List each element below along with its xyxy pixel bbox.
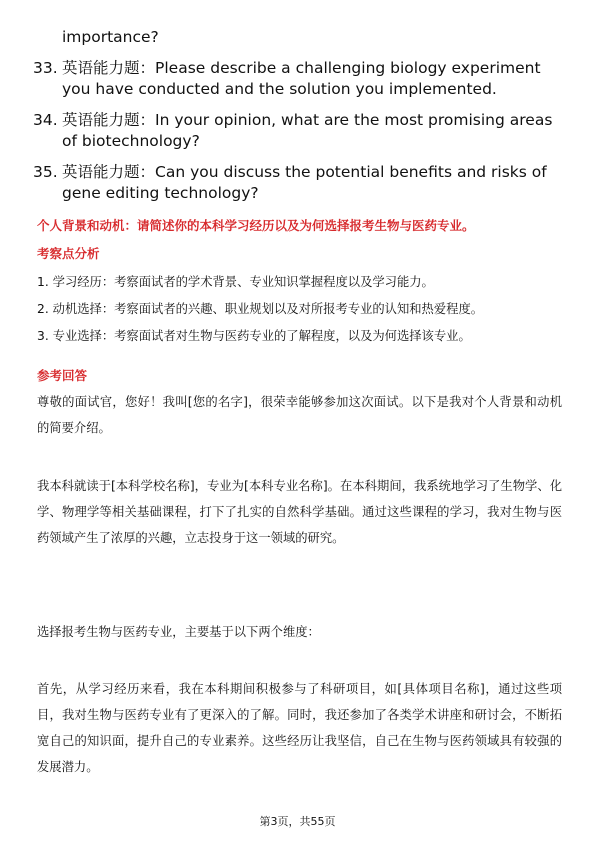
page-footer: 第3页，共55页 [259, 815, 336, 828]
analysis-item: 2. 动机选择：考察面试者的兴趣、职业规划以及对所报考专业的认知和热爱程度。 [37, 302, 484, 316]
question-text: 英语能力题：Can you discuss the potential benefits and risks of gene editing technology? [62, 163, 547, 202]
answer-paragraph: 尊敬的面试官，您好！我叫[您的名字]，很荣幸能够参加这次面试。以下是我对个人背景和动机的简要介绍。 [37, 395, 562, 435]
question-number: 34. [33, 111, 58, 129]
question-list [33, 27, 563, 204]
question-number: 35. [33, 163, 58, 181]
question-text: 英语能力题：In your opinion, what are the most promising areas of biotechnology? [62, 111, 553, 150]
analysis-item: 3. 专业选择：考察面试者对生物与医药专业的了解程度，以及为何选择该专业。 [37, 329, 471, 343]
question-item [33, 110, 563, 152]
answer-paragraph: 我本科就读于[本科学校名称]，专业为[本科专业名称]。在本科期间，我系统地学习了生物学、化学、物理学等相关基础课程，打下了扎实的自然科学基础。通过这些课程的学习，我对生物与医药领域产生了浓厚的兴趣，立志投身于这一领域的研究。 [37, 479, 562, 545]
question-continuation: importance? [62, 28, 159, 46]
answer-paragraph: 首先，从学习经历来看，我在本科期间积极参与了科研项目，如[具体项目名称]，通过这些项目，我对生物与医药专业有了更深入的了解。同时，我还参加了各类学术讲座和研讨会，不断拓宽自己的知识面，提升自己的专业素养。这些经历让我坚信，自己在生物与医药领域具有较强的发展潜力。 [37, 682, 562, 774]
answer-paragraph: 选择报考生物与医药专业，主要基于以下两个维度： [37, 625, 320, 639]
section-heading: 个人背景和动机：请简述你的本科学习经历以及为何选择报考生物与医药专业。 [37, 218, 475, 233]
analysis-list [37, 273, 567, 354]
question-item [33, 58, 563, 100]
analysis-item: 1. 学习经历：考察面试者的学术背景、专业知识掌握程度以及学习能力。 [37, 275, 434, 289]
question-item [33, 162, 563, 204]
question-number: 33. [33, 59, 58, 77]
answer-heading: 参考回答 [37, 368, 88, 383]
analysis-heading: 考察点分析 [37, 246, 100, 261]
question-text: 英语能力题：Please describe a challenging biology experiment you have conducted and the solution you implemented. [62, 59, 541, 98]
